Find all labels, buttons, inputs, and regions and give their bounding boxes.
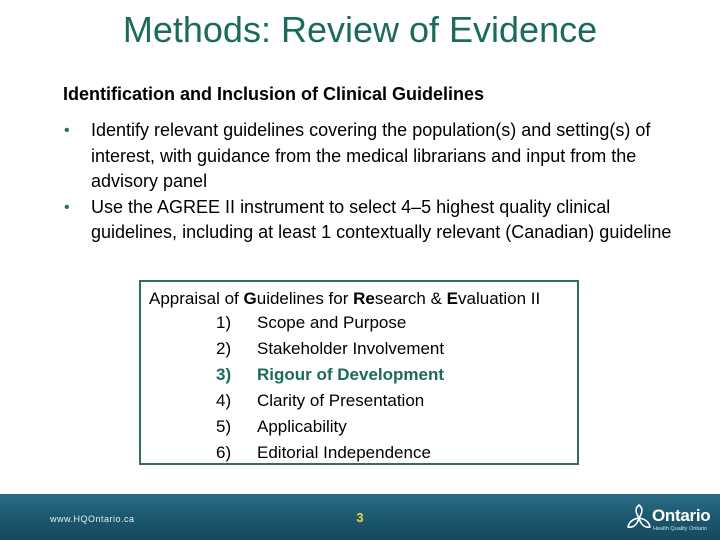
slide-title: Methods: Review of Evidence	[122, 9, 598, 50]
logo-wordmark: Ontario	[652, 506, 711, 525]
domain-label: Rigour of Development	[257, 365, 445, 384]
heading-part-bold: G	[243, 289, 257, 308]
heading-part-bold: Re	[353, 289, 375, 308]
domain-number: 1)	[216, 313, 232, 332]
footer-bar	[0, 494, 720, 540]
domain-label: Editorial Independence	[257, 443, 431, 462]
bullet-icon: •	[64, 198, 70, 216]
heading-part: Appraisal of	[149, 289, 244, 308]
bullet-icon: •	[64, 122, 70, 139]
bullet-item	[60, 195, 690, 246]
page-number: 3	[356, 510, 364, 525]
section-subtitle: Identification and Inclusion of Clinical Guidelines	[63, 84, 485, 104]
heading-part: search &	[374, 289, 447, 308]
domain-label: Clarity of Presentation	[257, 391, 425, 410]
domain-label: Scope and Purpose	[257, 313, 407, 332]
domain-number: 6)	[216, 443, 232, 462]
bullet-text: Identify relevant guidelines covering the population(s) and setting(s) of interest, with guidance from the medical librarians and input from the advisory panel	[91, 120, 651, 191]
footer-url-link[interactable]: www.HQOntario.ca	[50, 514, 135, 524]
bullet-text: Use the AGREE II instrument to select 4–5 highest quality clinical guidelines, including at least 1 contextually relevant (Canadian) guideline	[91, 196, 672, 242]
heading-part: valuation II	[458, 289, 541, 308]
agree-ii-box	[139, 280, 579, 465]
logo-tagline: Health Quality Ontario	[653, 526, 708, 532]
domain-number: 2)	[216, 339, 232, 358]
bullet-list	[60, 118, 690, 246]
trillium-icon	[625, 504, 653, 534]
domain-number: 4)	[216, 391, 232, 410]
heading-part: uidelines for	[256, 289, 354, 308]
ontario-logo	[625, 498, 715, 538]
domain-label: Applicability	[257, 417, 347, 436]
domain-label: Stakeholder Involvement	[257, 339, 445, 358]
heading-part-bold: E	[446, 289, 459, 308]
domain-number: 5)	[216, 417, 232, 436]
agree-ii-heading	[149, 288, 540, 310]
bullet-item	[60, 118, 690, 195]
domain-number: 3)	[216, 365, 232, 384]
